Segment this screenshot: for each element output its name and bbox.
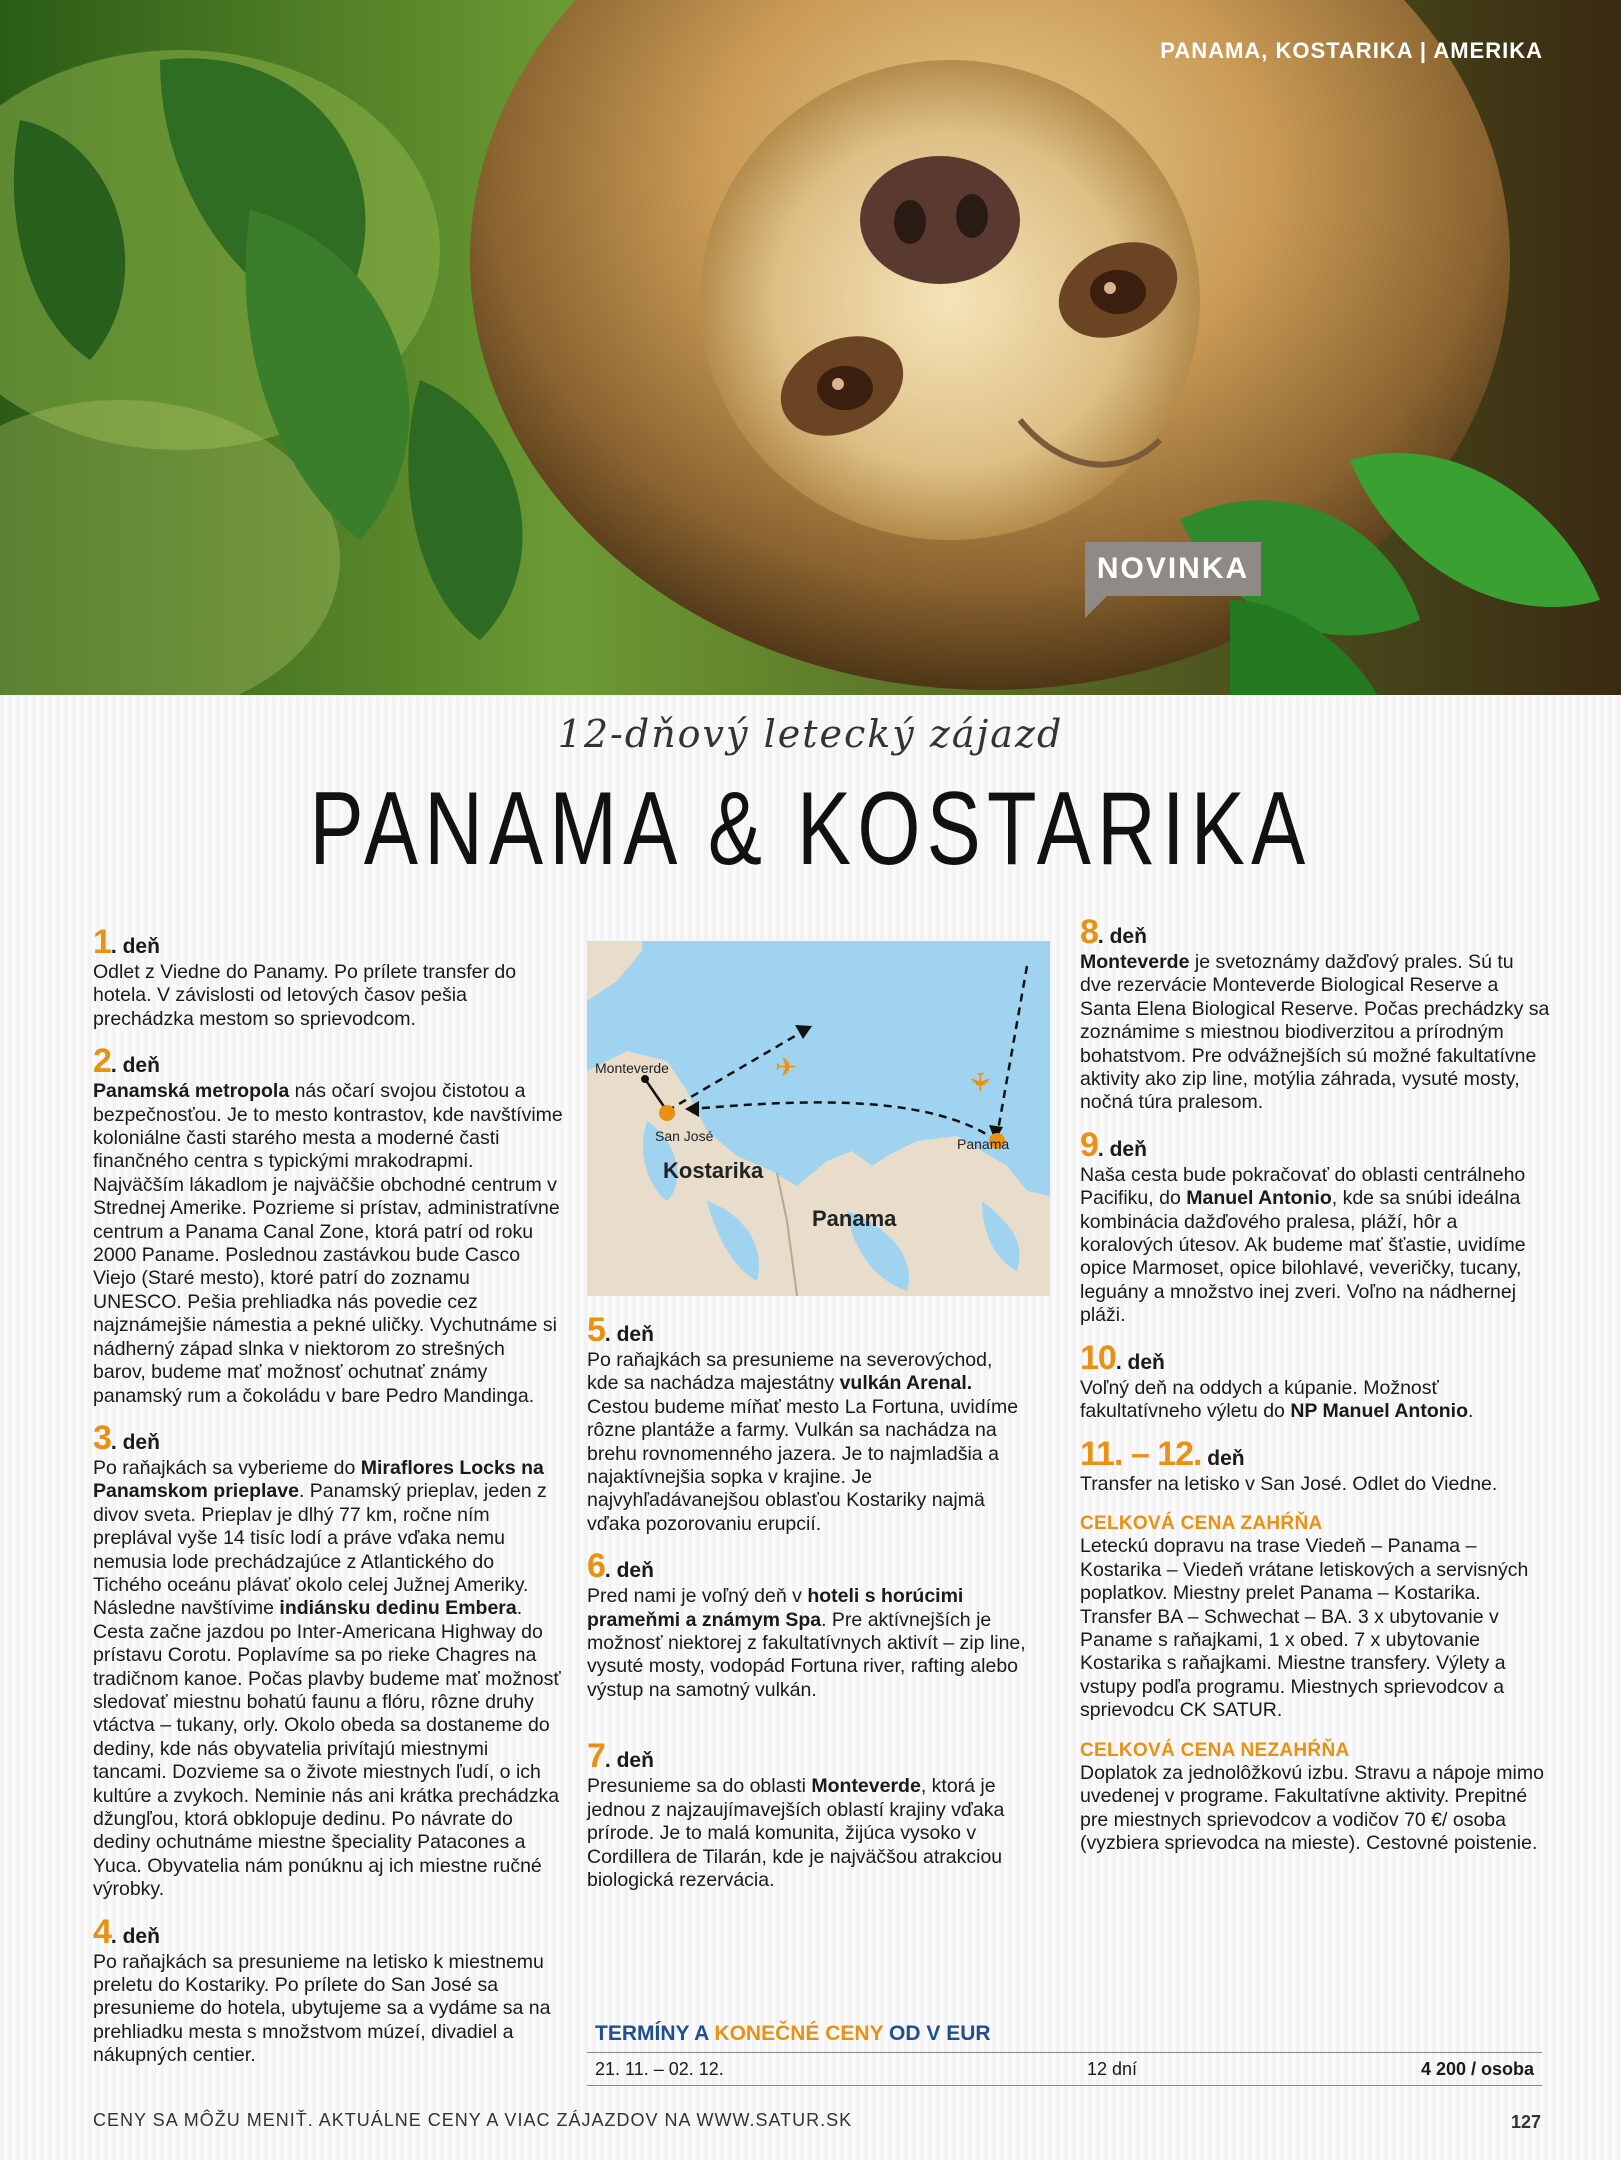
- day-10: [1080, 1338, 1550, 1424]
- day-number: 1: [93, 923, 111, 961]
- day-text: Po raňajkách sa vyberieme do Miraflores Locks na Panamskom prieplave. Panamský prieplav, jeden z divov sveta. Prieplav je dlhý 77 km, ročne ním preplával vyše 14 tisíc lodí a práve vďaka nemu nemusia lode prechádzajúce z Atlantického do Tichého oceánu plávať okolo celej Južnej Ameriky. Následne navštívime indiánsku dedinu Embera. Cesta začne jazdou po Inter-Americana Highway do prístavu Corotu. Poplavíme sa po rieke Chagres na tradičnom kanoe. Počas plavby budeme mať možnosť sledovať miestnu bohatú faunu a flóru, rôzne druhy vtáctva – tukany, orly. Okolo obeda sa dostaneme do dediny, kde nás obyvatelia privítajú miestnymi tancami. Dozvieme sa o živote miestnych ľudí, o ich kultúre a zvykoch. Neminie nás ani krátka prechádzka džungľou, ktorá obklopuje dedinu. Po návrate do dediny ochutnáme miestne špeciality Patacones a Yuca. Obyvatelia nám ponúknu aj ich miestne ručné výrobky.: [93, 1456, 561, 1901]
- day-number: 4: [93, 1912, 111, 1951]
- day-4: [93, 1912, 563, 2068]
- map-label-panama-country: Panama: [812, 1206, 897, 1231]
- price-included: [1080, 1512, 1550, 1723]
- day-6: [587, 1547, 1027, 1702]
- term-price: 4 200 / osoba: [1420, 2059, 1534, 2079]
- day-label: deň: [1201, 1446, 1245, 1470]
- day-number: 11. – 12.: [1080, 1434, 1202, 1473]
- day-text: Po raňajkách sa presunieme na letisko k miestnemu preletu do Kostariky. Po prílete do San José sa presunieme do hotela, ubytujeme sa a vydáme sa na prehliadku mesta s množstvom múzeí, divadiel a nákupných centier.: [93, 1950, 551, 2067]
- day-text: Voľný deň na oddych a kúpanie. Možnosť fakultatívneho výletu do NP Manuel Antonio.: [1080, 1376, 1474, 1423]
- day-text: Transfer na letisko v San José. Odlet do Viedne.: [1080, 1472, 1498, 1495]
- badge-pointer: [1085, 596, 1107, 618]
- column-middle: [587, 1311, 1027, 1908]
- day-label: . deň: [604, 1323, 654, 1346]
- column-left: [93, 923, 563, 2084]
- tour-subtitle: 12-dňový letecký zájazd: [557, 712, 1064, 756]
- day-11-12: [1080, 1434, 1550, 1496]
- day-label: . deň: [1097, 1137, 1147, 1161]
- route-map: [587, 941, 1050, 1296]
- day-5: [587, 1311, 1027, 1536]
- day-label: . deň: [110, 1054, 160, 1078]
- new-badge: NOVINKA: [1085, 542, 1261, 596]
- day-2: [93, 1042, 563, 1408]
- map-label-san-jose: San José: [655, 1128, 714, 1144]
- hero-photo: [0, 0, 1621, 695]
- day-label: . deň: [110, 935, 160, 958]
- day-label: . deň: [110, 1430, 160, 1454]
- day-1: [93, 923, 563, 1031]
- footer-note: CENY SA MÔŽU MENIŤ. AKTUÁLNE CENY A VIAC ZÁJAZDOV NA WWW.SATUR.SK: [93, 2110, 853, 2130]
- map-marker-san-jose: [659, 1105, 675, 1121]
- term-dates: 21. 11. – 02. 12.: [595, 2059, 724, 2079]
- day-text: Po raňajkách sa presunieme na severovýchod, kde sa nachádza majestátny vulkán Arenal. Cestou budeme míňať mesto La Fortuna, uvidíme rôzne plantáže a farmy. Vulkán sa nachádza na brehu rovnomenného jazera. Je to najmladšia a najaktívnejšia sopka v krajine. Je najvyhľadávanejšou oblasťou Kostariky najmä vďaka pozorovaniu erupcií.: [587, 1349, 1019, 1535]
- map-label-kostarika: Kostarika: [663, 1158, 764, 1183]
- price-excluded: [1080, 1739, 1550, 1856]
- map-label-monteverde: Monteverde: [595, 1060, 669, 1076]
- included-text: Leteckú dopravu na trase Viedeň – Panama – Kostarika – Viedeň vrátane letiskových a servisných poplatkov. Miestny prelet Panama – Kostarika. Transfer BA – Schwechat – BA. 3 x ubytovanie v Paname s raňajkami, 1 x obed. 7 x ubytovanie Kostarika s raňajkami. Miestne transfery. Výlety a vstupy podľa programu. Miestnych sprievodcov a sprievodcu CK SATUR.: [1080, 1535, 1529, 1722]
- plane-icon: ✈: [964, 1071, 994, 1093]
- day-3: [93, 1418, 563, 1902]
- page-number: 127: [1510, 2112, 1541, 2132]
- page-title: PANAMA & KOSTARIKA: [309, 771, 1312, 887]
- excluded-text: Doplatok za jednolôžkovú izbu. Stravu a nápoje mimo uvedenej v programe. Fakultatívne aktivity. Prepitné pre miestnych sprievodcov a vodičov 70 €/ osoba (vyzbiera sprievodca na mieste). Cestovné poistenie.: [1080, 1761, 1544, 1855]
- day-number: 5: [587, 1311, 605, 1349]
- day-number: 2: [93, 1042, 111, 1081]
- map-label-panama-city: Panama: [957, 1136, 1010, 1152]
- day-number: 8: [1080, 913, 1098, 951]
- day-text: Odlet z Viedne do Panamy. Po prílete transfer do hotela. V závislosti od letových časov pešia prechádzka mestom so sprievodcom.: [93, 961, 517, 1030]
- day-7: [587, 1737, 1027, 1892]
- day-number: 3: [93, 1418, 111, 1457]
- day-number: 7: [587, 1737, 605, 1776]
- day-text: Presunieme sa do oblasti Monteverde, ktorá je jednou z najzaujímavejších oblastí krajiny vďaka prírode. Je to malá komunita, žijúca vysoko v Cordillera de Tilarán, kde je najväčšou atrakciou biologická rezervácia.: [587, 1775, 1005, 1891]
- day-text: Pred nami je voľný deň v hoteli s horúcimi prameňmi a známym Spa. Pre aktívnejších je možnosť niektorej z fakultatívnych aktivít – zip line, vysuté mosty, vodopád Fortuna river, rafting alebo výstup na samotný vulkán.: [587, 1585, 1026, 1701]
- day-label: . deň: [604, 1559, 654, 1583]
- day-label: . deň: [1097, 925, 1147, 948]
- day-text: Monteverde je svetoznámy dažďový prales. Sú tu dve rezervácie Monteverde Biological Reserve a Santa Elena Biological Reserve. Počas prechádzky sa zoznámime s miestnou biodiverzitou a prírodným bohatstvom. Pre odvážnejších sú možné fakultatívne aktivity ako zip line, motýlia záhrada, vysuté mosty, nočná túra pralesom.: [1080, 951, 1550, 1114]
- day-label: . deň: [110, 1924, 160, 1948]
- day-9: [1080, 1125, 1550, 1328]
- prices-heading: TERMÍNY A KONEČNÉ CENY OD V EUR: [595, 2022, 991, 2045]
- included-heading: CELKOVÁ CENA ZAHŔŇA: [1080, 1512, 1323, 1534]
- sloth-illustration: [0, 0, 1621, 695]
- column-right: [1080, 913, 1550, 1872]
- day-number: 6: [587, 1547, 605, 1586]
- prices-table: [587, 2022, 1542, 2086]
- day-number: 10: [1080, 1338, 1116, 1377]
- breadcrumb: PANAMA, KOSTARIKA | AMERIKA: [1160, 38, 1543, 63]
- day-text: Panamská metropola nás očarí svojou čistotou a bezpečnosťou. Je to mesto kontrastov, kde navštívime koloniálne časti starého mesta a moderné časti finančného centra s typickými mrakodrapmi. Najväčším lákadlom je najväčšie obchodné centrum v Strednej Amerike. Pozrieme si prístav, administratívne centrum a Panama Canal Zone, ktorá patrí od roku 2000 Paname. Poslednou zastávkou bude Casco Viejo (Staré mesto), ktoré patrí do zoznamu UNESCO. Pešia prehliadka nás povedie cez najznámejšie námestia a pekné uličky. Vychutnáme si nádherný západ slnka v niektorom zo strešných barov, budeme mať možnosť ochutnať známy panamský rum a čokoládu v bare Pedro Mandinga.: [93, 1080, 563, 1407]
- day-label: . deň: [1115, 1350, 1165, 1374]
- day-8: [1080, 913, 1550, 1115]
- day-label: . deň: [604, 1749, 654, 1773]
- table-row: [587, 2052, 1542, 2086]
- day-number: 9: [1080, 1125, 1098, 1164]
- excluded-heading: CELKOVÁ CENA NEZAHŔŇA: [1080, 1739, 1350, 1761]
- day-text: Naša cesta bude pokračovať do oblasti centrálneho Pacifiku, do Manuel Antonio, kde sa snúbi ideálna kombinácia dažďového pralesa, pláží, hôr a koralových útesov. Ak budeme mať šťastie, uvidíme opice Marmoset, opice bilohlavé, veveričky, tucany, leguány a množstvo inej zveri. Voľno na nádhernej pláži.: [1080, 1163, 1526, 1327]
- term-duration: 12 dní: [1087, 2059, 1138, 2079]
- plane-icon: ✈: [775, 1053, 797, 1083]
- map-marker-monteverde: [641, 1075, 649, 1083]
